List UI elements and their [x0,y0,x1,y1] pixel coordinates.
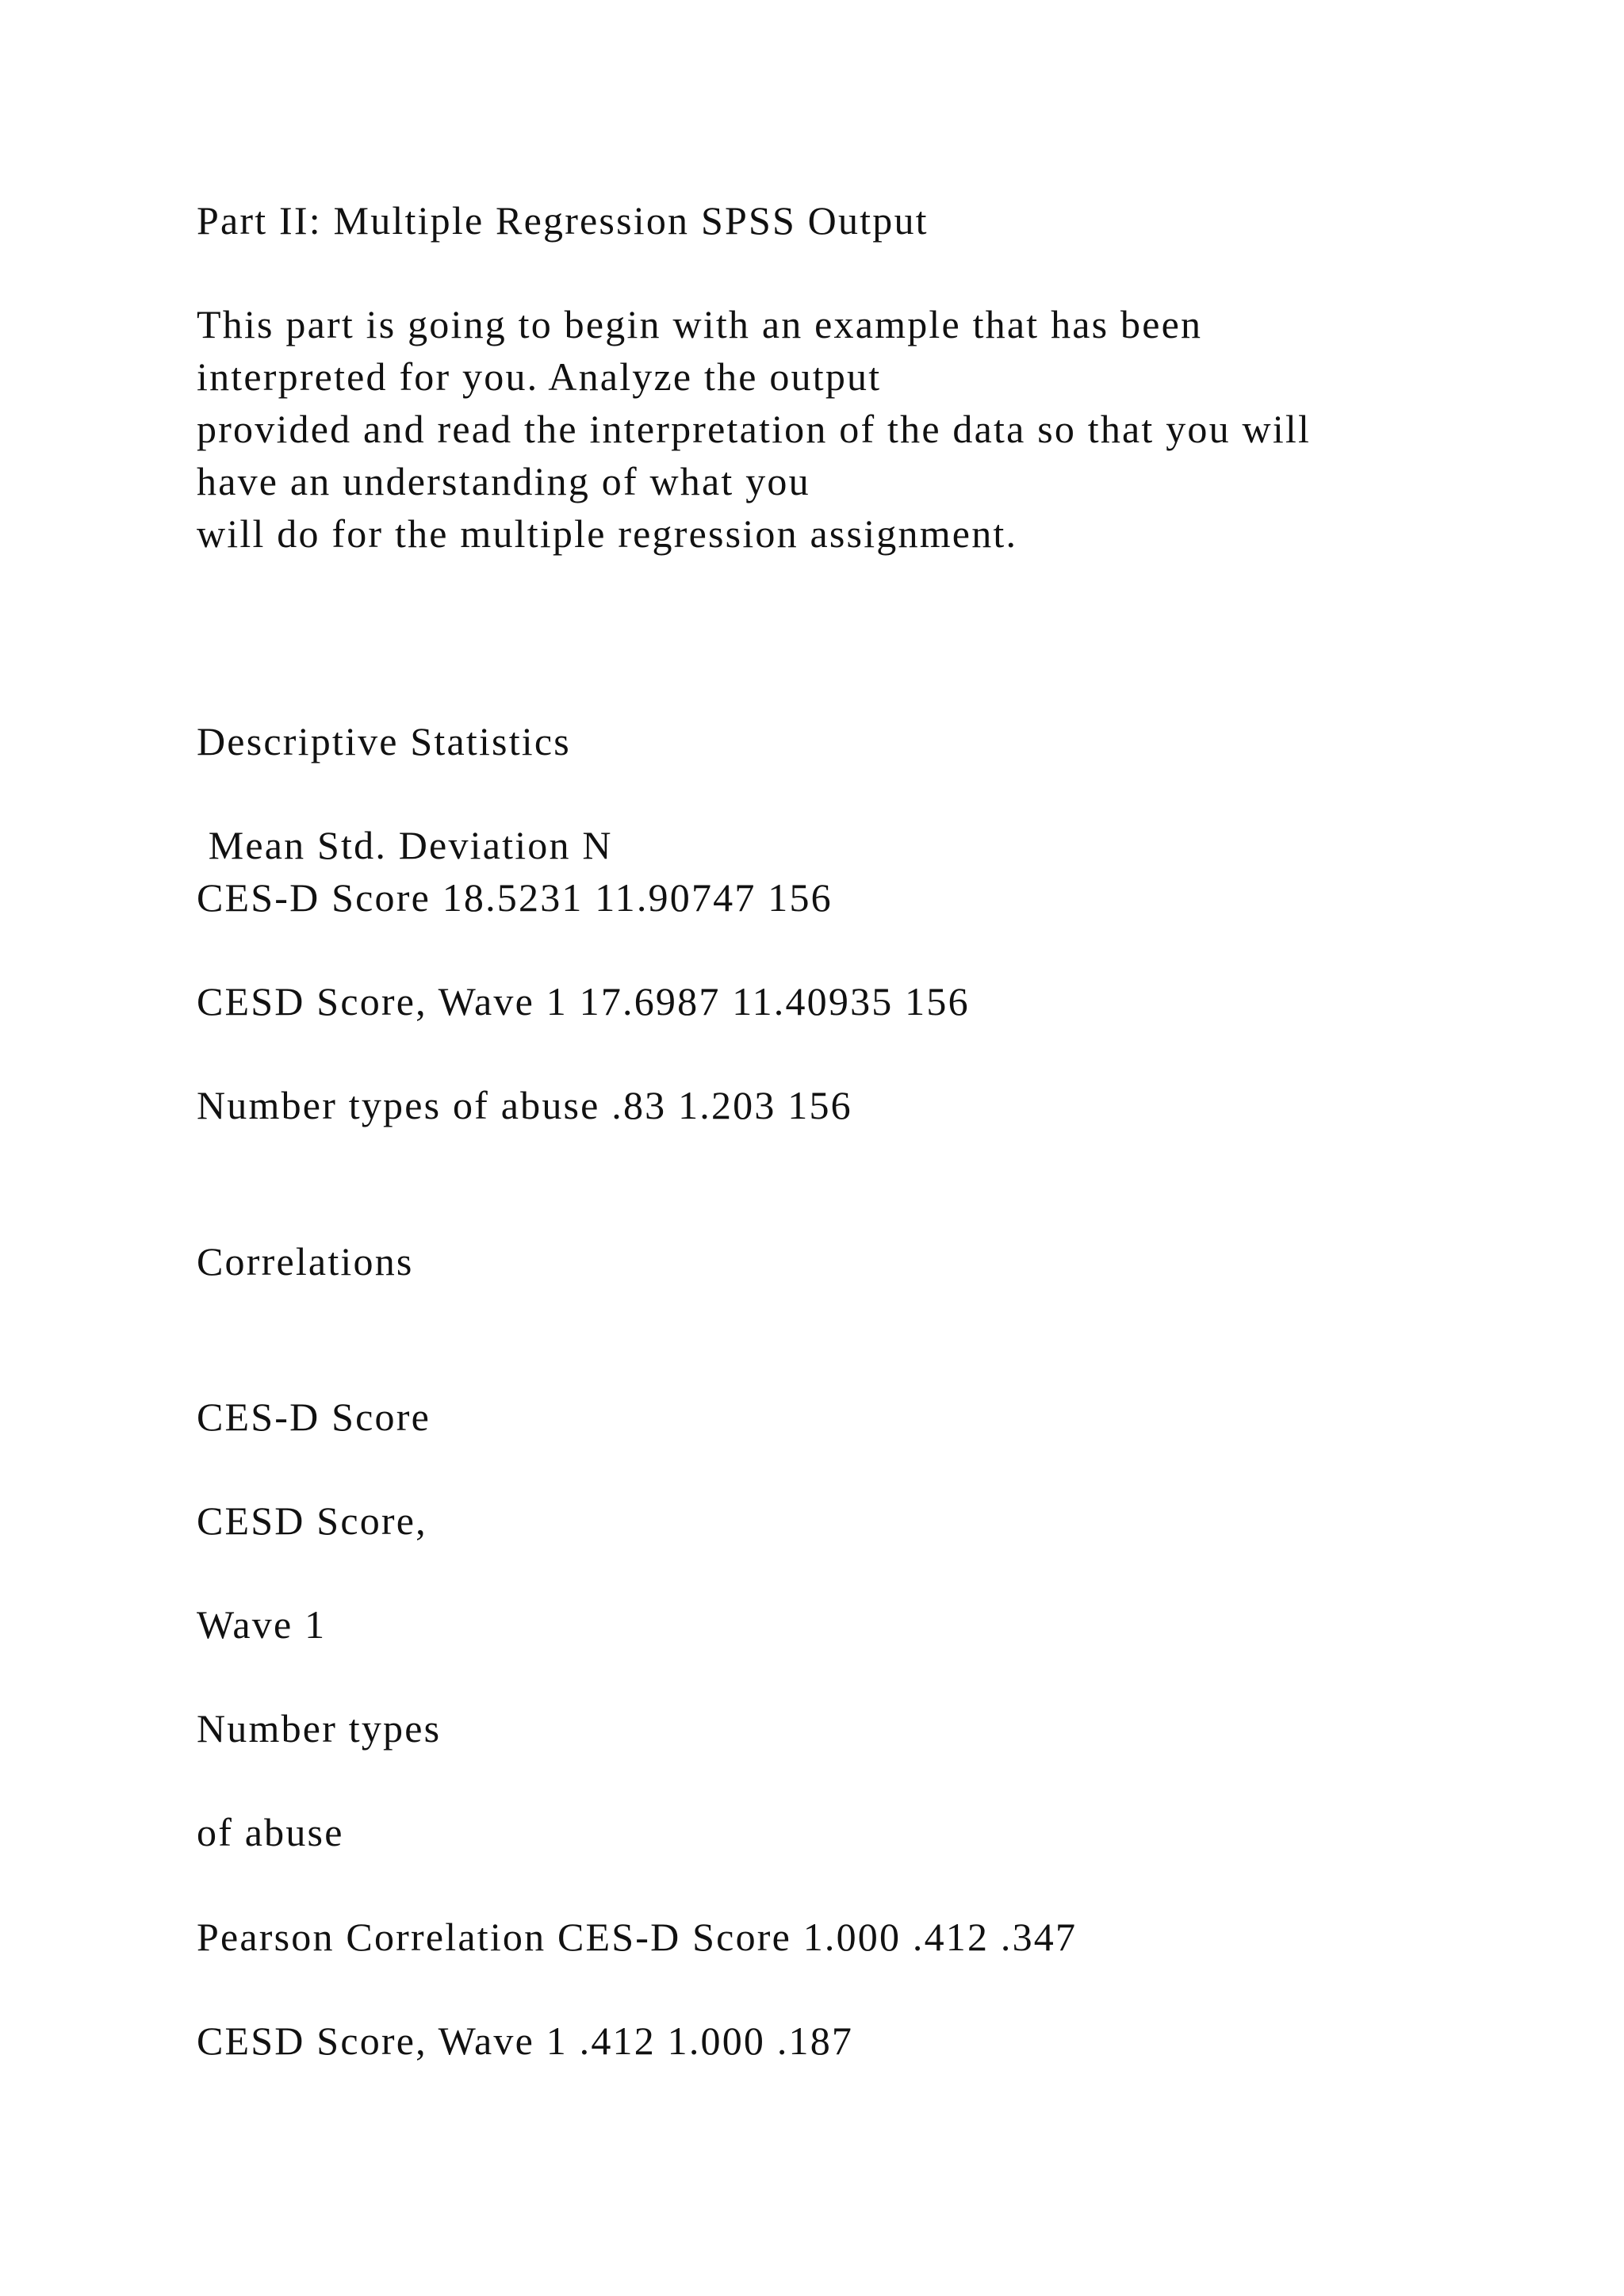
part-title: Part II: Multiple Regression SPSS Output [197,198,929,243]
descriptive-row: Number types of abuse .83 1.203 156 [197,1083,852,1127]
correlations-column-header: Wave 1 [197,1602,327,1647]
intro-line: have an understanding of what you [197,459,810,503]
correlations-column-header: CESD Score, [197,1498,427,1543]
correlations-column-header: CES-D Score [197,1395,431,1439]
descriptive-row: CES-D Score 18.5231 11.90747 156 [197,875,833,920]
intro-line: interpreted for you. Analyze the output [197,354,882,399]
intro-line: provided and read the interpretation of the data so that you will [197,407,1312,451]
correlations-heading: Correlations [197,1239,414,1284]
descriptive-header-row: Mean Std. Deviation N [197,823,613,867]
correlations-column-header: Number types [197,1706,442,1751]
intro-line: will do for the multiple regression assignment. [197,511,1018,556]
correlations-row: CESD Score, Wave 1 .412 1.000 .187 [197,2019,854,2063]
descriptive-statistics-heading: Descriptive Statistics [197,719,571,763]
intro-line: This part is going to begin with an example that has been [197,302,1203,346]
descriptive-row: CESD Score, Wave 1 17.6987 11.40935 156 [197,979,970,1024]
correlations-row: Pearson Correlation CES-D Score 1.000 .412 .347 [197,1915,1078,1959]
correlations-column-header: of abuse [197,1810,344,1854]
